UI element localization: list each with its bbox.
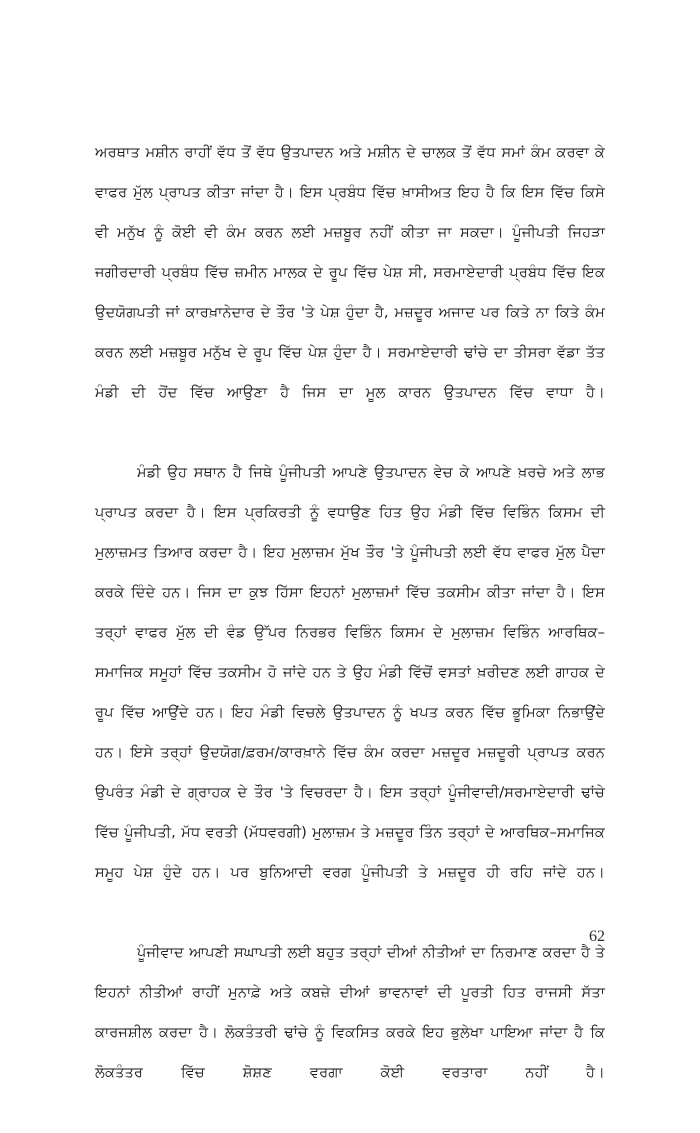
page-number: 62 [589, 928, 605, 945]
paragraph-2: ਮੰਡੀ ਉਹ ਸਥਾਨ ਹੈ ਜਿਥੇ ਪੂੰਜੀਪਤੀ ਆਪਣੇ ਉਤਪਾਦਨ ਵੇਚ ਕੇ ਆਪਣੇ ਖ਼ਰਚੇ ਅਤੇ ਲਾਭ ਪ੍ਰਾਪਤ ਕਰਦਾ ਹੈ। ਇਸ ਪ੍ਰਕਿਰਤੀ ਨੂੰ ਵਧਾਉਣ ਹਿਤ ਉਹ ਮੰਡੀ ਵਿੱਚ ਵਿਭਿੰਨ ਕਿਸਮ ਦੀ ਮੁਲਾਜ਼ਮਤ ਤਿਆਰ ਕਰਦਾ ਹੈ। ਇਹ ਮੁਲਾਜ਼ਮ ਮੁੱਖ ਤੌਰ 'ਤੇ ਪੂੰਜੀਪਤੀ ਲਈ ਵੱਧ ਵਾਫਰ ਮੁੱਲ ਪੈਦਾ ਕਰਕੇ ਦਿੰਦੇ ਹਨ। ਜਿਸ ਦਾ ਕੁਝ ਹਿੱਸਾ ਇਹਨਾਂ ਮੁਲਾਜ਼ਮਾਂ ਵਿੱਚ ਤਕਸੀਮ ਕੀਤਾ ਜਾਂਦਾ ਹੈ। ਇਸ ਤਰ੍ਹਾਂ ਵਾਫਰ ਮੁੱਲ ਦੀ ਵੰਡ ਉੱਪਰ ਨਿਰਭਰ ਵਿਭਿੰਨ ਕਿਸਮ ਦੇ ਮੁਲਾਜ਼ਮ ਵਿਭਿੰਨ ਆਰਥਿਕ–ਸਮਾਜਿਕ ਸਮੂਹਾਂ ਵਿੱਚ ਤਕਸੀਮ ਹੋ ਜਾਂਦੇ ਹਨ ਤੇ ਉਹ ਮੰਡੀ ਵਿੱਚੋਂ ਵਸਤਾਂ ਖ਼ਰੀਦਣ ਲਈ ਗਾਹਕ ਦੇ ਰੂਪ ਵਿੱਚ ਆਉਂਦੇ ਹਨ। ਇਹ ਮੰਡੀ ਵਿਚਲੇ ਉਤਪਾਦਨ ਨੂੰ ਖਪਤ ਕਰਨ ਵਿੱਚ ਭੂਮਿਕਾ ਨਿਭਾਉਂਦੇ ਹਨ। ਇਸੇ ਤਰ੍ਹਾਂ ਉਦਯੋਗ/ਫ਼ਰਮ/ਕਾਰਖ਼ਾਨੇ ਵਿੱਚ ਕੰਮ ਕਰਦਾ ਮਜ਼ਦੂਰ ਮਜ਼ਦੂਰੀ ਪ੍ਰਾਪਤ ਕਰਨ ਉਪਰੰਤ ਮੰਡੀ ਦੇ ਗ੍ਰਾਹਕ ਦੇ ਤੌਰ 'ਤੇ ਵਿਚਰਦਾ ਹੈ। ਇਸ ਤਰ੍ਹਾਂ ਪੂੰਜੀਵਾਦੀ/ਸਰਮਾਏਦਾਰੀ ਢਾਂਚੇ ਵਿੱਚ ਪੂੰਜੀਪਤੀ, ਮੱਧ ਵਰਤੀ (ਮੱਧਵਰਗੀ) ਮੁਲਾਜ਼ਮ ਤੇ ਮਜ਼ਦੂਰ ਤਿੰਨ ਤਰ੍ਹਾਂ ਦੇ ਆਰਥਿਕ–ਸਮਾਜਿਕ ਸਮੂਹ ਪੇਸ਼ ਹੁੰਦੇ ਹਨ। ਪਰ ਬੁਨਿਆਦੀ ਵਰਗ ਪੂੰਜੀਪਤੀ ਤੇ ਮਜ਼ਦੂਰ ਹੀ ਰਹਿ ਜਾਂਦੇ ਹਨ। [95, 464, 605, 881]
paragraph-1: ਅਰਥਾਤ ਮਸ਼ੀਨ ਰਾਹੀਂ ਵੱਧ ਤੋਂ ਵੱਧ ਉਤਪਾਦਨ ਅਤੇ ਮਸ਼ੀਨ ਦੇ ਚਾਲਕ ਤੋਂ ਵੱਧ ਸਮਾਂ ਕੰਮ ਕਰਵਾ ਕੇ ਵਾਫਰ ਮੁੱਲ ਪ੍ਰਾਪਤ ਕੀਤਾ ਜਾਂਦਾ ਹੈ। ਇਸ ਪ੍ਰਬੰਧ ਵਿੱਚ ਖ਼ਾਸੀਅਤ ਇਹ ਹੈ ਕਿ ਇਸ ਵਿੱਚ ਕਿਸੇ ਵੀ ਮਨੁੱਖ ਨੂੰ ਕੋਈ ਵੀ ਕੰਮ ਕਰਨ ਲਈ ਮਜ਼ਬੂਰ ਨਹੀਂ ਕੀਤਾ ਜਾ ਸਕਦਾ। ਪੂੰਜੀਪਤੀ ਜਿਹੜਾ ਜਗੀਰਦਾਰੀ ਪ੍ਰਬੰਧ ਵਿੱਚ ਜ਼ਮੀਨ ਮਾਲਕ ਦੇ ਰੂਪ ਵਿੱਚ ਪੇਸ਼ ਸੀ, ਸਰਮਾਏਦਾਰੀ ਪ੍ਰਬੰਧ ਵਿੱਚ ਇਕ ਉਦਯੋਗਪਤੀ ਜਾਂ ਕਾਰਖ਼ਾਨੇਦਾਰ ਦੇ ਤੌਰ 'ਤੇ ਪੇਸ਼ ਹੁੰਦਾ ਹੈ, ਮਜ਼ਦੂਰ ਅਜਾਦ ਪਰ ਕਿਤੇ ਨਾ ਕਿਤੇ ਕੰਮ ਕਰਨ ਲਈ ਮਜ਼ਬੂਰ ਮਨੁੱਖ ਦੇ ਰੂਪ ਵਿੱਚ ਪੇਸ਼ ਹੁੰਦਾ ਹੈ। ਸਰਮਾਏਦਾਰੀ ਢਾਂਚੇ ਦਾ ਤੀਸਰਾ ਵੱਡਾ ਤੱਤ ਮੰਡੀ ਦੀ ਹੋਂਦ ਵਿੱਚ ਆਉਣਾ ਹੈ ਜਿਸ ਦਾ ਮੂਲ ਕਾਰਨ ਉਤਪਾਦਨ ਵਿੱਚ ਵਾਧਾ ਹੈ। [95, 144, 605, 401]
page-text-body [95, 133, 605, 1133]
paragraph-3: ਪੂੰਜੀਵਾਦ ਆਪਣੀ ਸਘਾਪਤੀ ਲਈ ਬਹੁਤ ਤਰ੍ਹਾਂ ਦੀਆਂ ਨੀਤੀਆਂ ਦਾ ਨਿਰਮਾਣ ਕਰਦਾ ਹੈ ਤੇ ਇਹਨਾਂ ਨੀਤੀਆਂ ਰਾਹੀਂ ਮੁਨਾਫ਼ੇ ਅਤੇ ਕਬਜ਼ੇ ਦੀਆਂ ਭਾਵਨਾਵਾਂ ਦੀ ਪੂਰਤੀ ਹਿਤ ਰਾਜਸੀ ਸੱਤਾ ਕਾਰਜਸ਼ੀਲ ਕਰਦਾ ਹੈ। ਲੋਕਤੰਤਰੀ ਢਾਂਚੇ ਨੂੰ ਵਿਕਸਿਤ ਕਰਕੇ ਇਹ ਭੁਲੇਖਾ ਪਾਇਆ ਜਾਂਦਾ ਹੈ ਕਿ ਲੋਕਤੰਤਰ ਵਿੱਚ ਸ਼ੋਸ਼ਣ ਵਰਗਾ ਕੋਈ ਵਰਤਾਰਾ ਨਹੀਂ ਹੈ। [95, 944, 605, 1081]
